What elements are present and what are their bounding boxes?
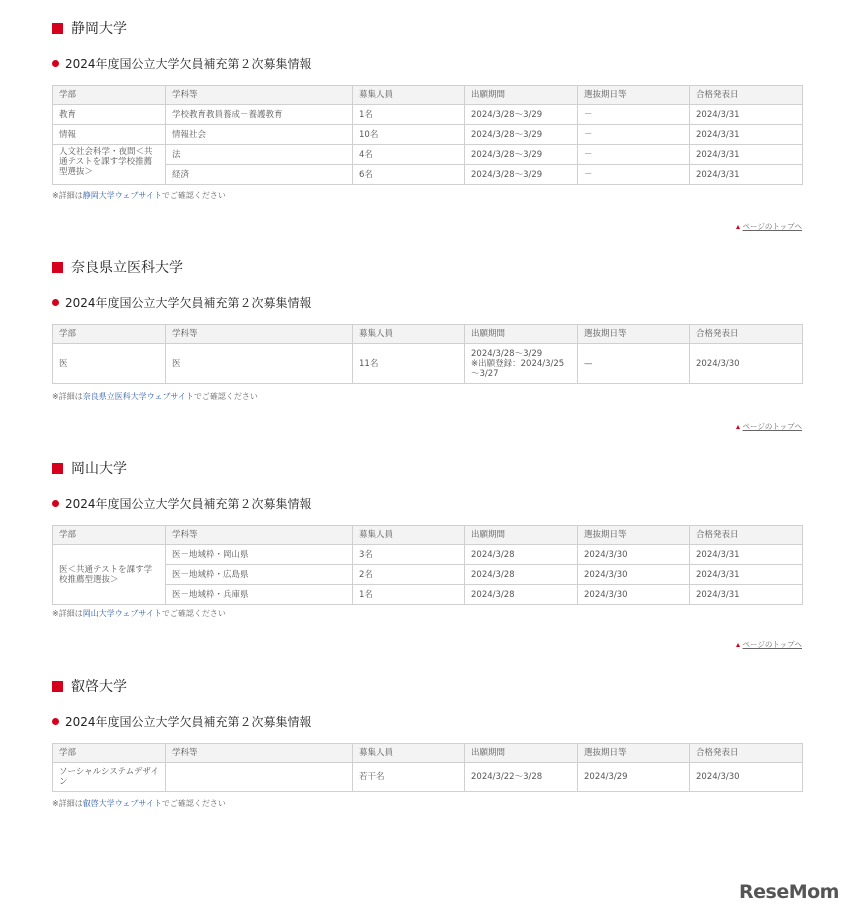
university-name: 叡啓大学: [71, 679, 127, 695]
table-header-row: [53, 86, 803, 105]
detail-note: ※詳細は叡啓大学ウェブサイトでご確認ください: [52, 799, 226, 808]
section-subtitle: 2024年度国公立大学欠員補充第２次募集情報: [52, 294, 312, 311]
section-subtitle: 2024年度国公立大学欠員補充第２次募集情報: [52, 713, 312, 730]
header-department: 学科等: [166, 86, 353, 105]
table-header-row: 学部 学科等 募集人員 出願期間 選抜期日等 合格発表日: [53, 744, 803, 763]
header-faculty: 学部: [53, 86, 166, 105]
back-to-top-link[interactable]: ページのトップへ: [736, 221, 802, 232]
recruitment-table: [52, 324, 803, 384]
recruitment-table: [52, 85, 803, 185]
table-header-row: 学部 学科等 募集人員 出願期間 選抜期日等 合格発表日: [53, 526, 803, 545]
university-name: 静岡大学: [71, 21, 127, 37]
header-result-date: 合格発表日: [690, 86, 803, 105]
table-row: 医－地域枠・広島県 2名 2024/3/28 2024/3/30 2024/3/31: [53, 565, 803, 585]
university-title: [52, 676, 127, 696]
university-website-link[interactable]: 叡啓大学ウェブサイト: [82, 799, 162, 808]
detail-note: ※詳細は岡山大学ウェブサイトでご確認ください: [52, 609, 226, 618]
university-name: 岡山大学: [71, 461, 127, 477]
header-selection-date: 選抜期日等: [578, 86, 690, 105]
table-row: 情報 情報社会 10名 2024/3/28～3/29 － 2024/3/31: [53, 125, 803, 145]
red-square-icon: [52, 262, 63, 273]
header-application-period: 出願期間: [465, 86, 578, 105]
bullet-icon: [52, 500, 59, 507]
bullet-icon: [52, 299, 59, 306]
recruitment-table: [52, 743, 803, 792]
bullet-icon: [52, 718, 59, 725]
table-row: 教育 学校教育教員養成－養護教育 1名 2024/3/28～3/29 － 2024/3/31: [53, 105, 803, 125]
table-row: 医－地域枠・兵庫県 1名 2024/3/28 2024/3/30 2024/3/31: [53, 585, 803, 605]
university-website-link[interactable]: 静岡大学ウェブサイト: [82, 191, 162, 200]
detail-note: ※詳細は静岡大学ウェブサイトでご確認ください: [52, 191, 226, 200]
triangle-up-icon: [736, 425, 740, 429]
university-title: [52, 458, 127, 478]
table-row: ソーシャルシステムデザイン 若干名 2024/3/22～3/28 2024/3/29 2024/3/30: [53, 763, 803, 792]
triangle-up-icon: [736, 643, 740, 647]
triangle-up-icon: [736, 225, 740, 229]
red-square-icon: [52, 681, 63, 692]
detail-note: ※詳細は奈良県立医科大学ウェブサイトでご確認ください: [52, 392, 258, 401]
back-to-top-link[interactable]: ページのトップへ: [736, 639, 802, 650]
table-row: 経済 6名 2024/3/28～3/29 － 2024/3/31: [53, 165, 803, 185]
table-row: 医 医 11名 2024/3/28～3/29 ※出願登録：2024/3/25～3/27 — 2024/3/30: [53, 344, 803, 384]
bullet-icon: [52, 60, 59, 67]
university-title: [52, 257, 183, 277]
section-subtitle: 2024年度国公立大学欠員補充第２次募集情報: [52, 495, 312, 512]
university-name: 奈良県立医科大学: [71, 260, 183, 276]
university-website-link[interactable]: 奈良県立医科大学ウェブサイト: [82, 392, 194, 401]
recruitment-table: [52, 525, 803, 605]
back-to-top-link[interactable]: ページのトップへ: [736, 421, 802, 432]
table-row: 医＜共通テストを課す学校推薦型選抜＞ 医－地域枠・岡山県 3名 2024/3/28 2024/3/30 2024/3/31: [53, 545, 803, 565]
red-square-icon: [52, 463, 63, 474]
table-header-row: 学部 学科等 募集人員 出願期間 選抜期日等 合格発表日: [53, 325, 803, 344]
university-website-link[interactable]: 岡山大学ウェブサイト: [82, 609, 162, 618]
red-square-icon: [52, 23, 63, 34]
section-subtitle: 2024年度国公立大学欠員補充第２次募集情報: [52, 55, 312, 72]
resemom-logo: ReseMom: [739, 881, 839, 903]
university-title: [52, 18, 127, 38]
table-row: 人文社会科学・夜間＜共通テストを課す学校推薦型選抜＞ 法 4名 2024/3/28～3/29 － 2024/3/31: [53, 145, 803, 165]
header-capacity: 募集人員: [353, 86, 465, 105]
